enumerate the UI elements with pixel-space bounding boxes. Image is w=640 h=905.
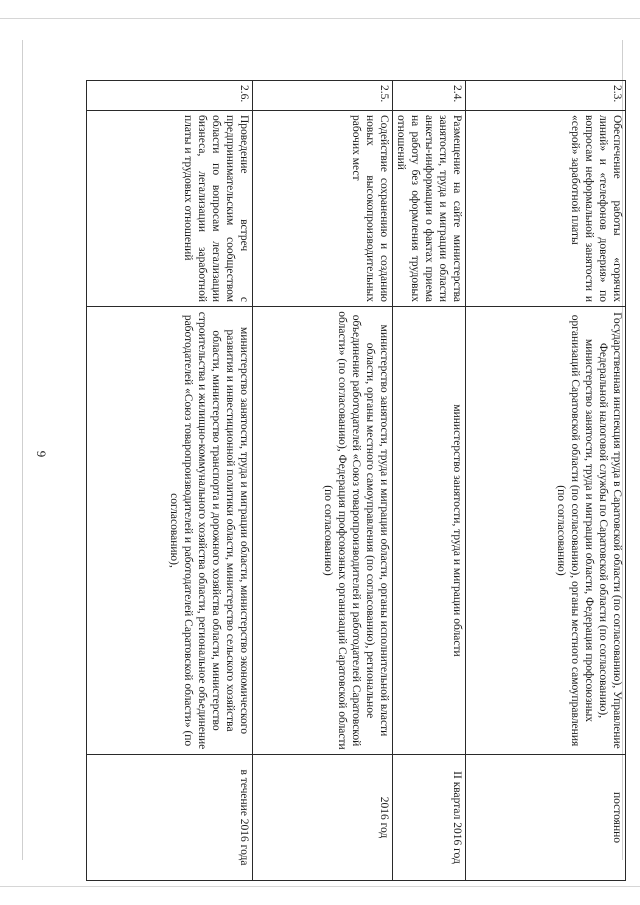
- row-executors: министерство занятости, труда и миграции области, органы исполнительной власти области, органы местного самоуправления (по согласованию), региональное объединение работодателей «Союз товаропроизводителей и работодателей Саратовской области» (по согласованию), Федерация профсоюзных организаций Саратовской области (по согласованию): [252, 307, 392, 755]
- row-action: Размещение на сайте министерства занятости, труда и миграции области анкеты-информации о фактах приема на работу без оформления трудовых отношений: [392, 111, 465, 307]
- table-row: [252, 81, 392, 881]
- page-number: 6: [33, 450, 49, 458]
- row-executors: министерство занятости, труда и миграции области, министерство экономического развития и инвестиционной политики области, министерство сельского хозяйства области, министерство транспорта и дорожного хозяйства области, министерство строительства и жилищно-коммунального хозяйства области, региональное объединение работодателей «Союз товаропроизводителей и работодателей Саратовской области» (по согласованию),: [87, 307, 253, 755]
- row-executors: министерство занятости, труда и миграции области: [392, 307, 465, 755]
- page-bottom-edge: [0, 886, 640, 887]
- scan-mark-left: [22, 40, 23, 860]
- row-action: Проведение встреч с предпринимательским сообществом области по вопросам легализации бизнеса, легализации заработной платы и трудовых отношений: [87, 111, 253, 307]
- table-row: [466, 81, 626, 881]
- page-top-edge: [0, 18, 640, 19]
- measures-table: [86, 80, 626, 881]
- row-action: Обеспечение работы «горячих линий» и «телефонов доверия» по вопросам неформальной занятости и «серой» заработной платы: [466, 111, 626, 307]
- row-term: в течение 2016 года: [87, 755, 253, 881]
- row-action: Содействие сохранению и созданию новых высокопроизводительных рабочих мест: [252, 111, 392, 307]
- table-row: [392, 81, 465, 881]
- row-number: 2.4.: [392, 81, 465, 111]
- row-number: 2.6.: [87, 81, 253, 111]
- row-number: 2.5.: [252, 81, 392, 111]
- table-row: [87, 81, 253, 881]
- row-term: постоянно: [466, 755, 626, 881]
- row-term: 2016 год: [252, 755, 392, 881]
- row-term: II квартал 2016 год: [392, 755, 465, 881]
- row-executors: Государственная инспекция труда в Саратовской области (по согласованию), Управление Федеральной налоговой службы по Саратовской области (по согласованию), министерство занятости, труда и миграции области, Федерация профсоюзных организаций Саратовской области (по согласованию), органы местного самоуправления (по согласованию): [466, 307, 626, 755]
- row-number: 2.3.: [466, 81, 626, 111]
- rotated-table-wrapper: [86, 80, 626, 880]
